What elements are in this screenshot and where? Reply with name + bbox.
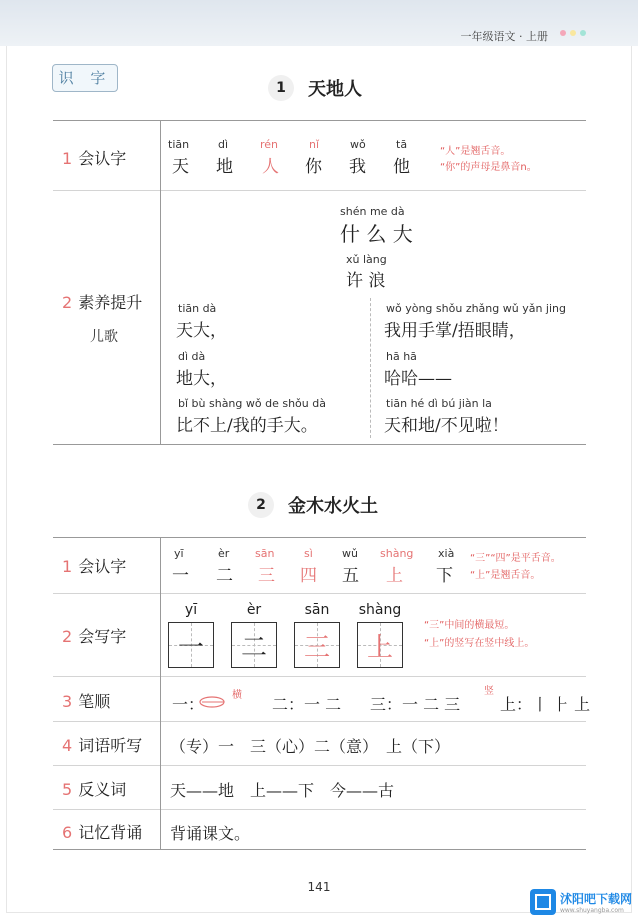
hanzi: 上: [366, 632, 393, 663]
pinyin: nǐ: [309, 138, 320, 151]
row-number: 1: [62, 557, 73, 576]
stroke-arrow-icon: [198, 690, 230, 710]
pinyin: shén me dà: [340, 205, 405, 218]
pinyin: dì: [218, 138, 229, 151]
hanzi: 五: [342, 566, 359, 586]
pinyin: rén: [260, 138, 279, 151]
pinyin: wǒ: [350, 138, 366, 151]
hanzi: 二: [240, 632, 267, 663]
antonyms: 天——地 上——下 今——古: [170, 781, 395, 800]
poem-title: 什 么 大: [340, 222, 413, 246]
row-label-text: 词语听写: [78, 736, 143, 755]
page-number: 141: [307, 880, 331, 894]
pinyin: shàng: [380, 547, 414, 560]
pinyin: yī: [184, 602, 198, 618]
dictation-words: （专）一 三（心）二（意） 上（下）: [170, 737, 451, 756]
teacher-note: “三”“四”是平舌音。: [470, 553, 561, 564]
teacher-note: “人”是翘舌音。: [440, 146, 511, 157]
table-line: [53, 809, 586, 810]
watermark-name: 沭阳吧下载网: [559, 892, 632, 906]
row-label: [62, 777, 126, 800]
tianzige-cell: [231, 622, 277, 668]
row-label: [62, 554, 126, 577]
hanzi: 三: [258, 566, 275, 586]
row-number: 4: [62, 736, 73, 755]
pinyin: xià: [438, 547, 455, 560]
stroke-note: 竖: [484, 686, 494, 697]
lesson1-title: [268, 75, 362, 101]
hanzi: 上: [386, 566, 403, 586]
row-sublabel: 儿歌: [90, 329, 118, 345]
teacher-note: “上”是翘舌音。: [470, 570, 541, 581]
row-number: 6: [62, 823, 73, 842]
pinyin: tiān: [168, 138, 190, 151]
row-number: 2: [62, 627, 73, 646]
poem-author: 许 浪: [346, 271, 386, 291]
row-number: 3: [62, 692, 73, 711]
hanzi: 人: [262, 157, 279, 177]
pinyin: èr: [218, 547, 230, 560]
recitation-task: 背诵课文。: [170, 824, 251, 843]
hanzi: 你: [305, 157, 322, 177]
row-label-text: 素养提升: [78, 293, 143, 312]
poem-line: 我用手掌/捂眼睛，: [384, 321, 526, 341]
row-label-text: 记忆背诵: [78, 823, 143, 842]
section-tag: 识 字: [52, 64, 118, 92]
table-line: [53, 849, 586, 850]
row-label: [62, 733, 142, 756]
hanzi: 三: [303, 632, 330, 663]
row-label-text: 会认字: [78, 557, 127, 576]
row-label-text: 会写字: [78, 627, 127, 646]
pinyin: shàng: [358, 602, 402, 618]
row-label-text: 反义词: [78, 780, 127, 799]
table-line: [53, 721, 586, 722]
stroke-order: 三：一 二 三: [370, 695, 461, 714]
stroke-note: 横: [232, 690, 242, 701]
pinyin: xǔ làng: [346, 253, 387, 266]
row-number: 1: [62, 149, 73, 168]
watermark-logo-icon: [530, 889, 556, 915]
lesson-number: 1: [268, 75, 294, 101]
table-line: [53, 537, 586, 538]
table-line: [53, 765, 586, 766]
pinyin: sì: [304, 547, 313, 560]
tianzige-cell: [294, 622, 340, 668]
hanzi: 四: [300, 566, 317, 586]
lesson-number: 2: [248, 492, 274, 518]
poem-line: 天和地/不见啦！: [384, 416, 509, 436]
row-label: [62, 146, 126, 169]
pinyin: tiān dà: [178, 302, 217, 315]
teacher-note: “三”中间的横最短。: [424, 620, 515, 631]
row-number: 2: [62, 293, 73, 312]
table-line: [53, 190, 586, 191]
dot-green: [580, 30, 586, 36]
hanzi: 一: [172, 566, 189, 586]
pinyin: bǐ bù shàng wǒ de shǒu dà: [178, 397, 326, 410]
pinyin: tā: [396, 138, 408, 151]
hanzi: 他: [393, 157, 410, 177]
row-label-text: 会认字: [78, 149, 127, 168]
column-divider: [370, 298, 371, 438]
table-line: [53, 593, 586, 594]
hanzi: 下: [436, 566, 453, 586]
stroke-order: 二：一 二: [272, 695, 342, 714]
row-label: [62, 290, 142, 313]
stroke-order: 一：: [172, 695, 205, 714]
dot-yellow: [570, 30, 576, 36]
teacher-note: “你”的声母是鼻音n。: [440, 162, 537, 173]
pinyin: sān: [304, 602, 330, 618]
pinyin: wǔ: [342, 547, 358, 560]
lesson-title: 天地人: [308, 79, 362, 100]
pinyin: hā hā: [386, 350, 417, 363]
poem-line: 比不上/我的手大。: [176, 416, 318, 436]
hanzi: 我: [349, 157, 366, 177]
pinyin: yī: [174, 547, 184, 560]
tianzige-cell: [357, 622, 403, 668]
poem-line: 地大，: [176, 369, 227, 389]
hanzi: 天: [172, 157, 189, 177]
pinyin: wǒ yòng shǒu zhǎng wǔ yǎn jing: [386, 302, 567, 315]
poem-line: 哈哈——: [384, 369, 452, 389]
tianzige-cell: [168, 622, 214, 668]
pinyin: èr: [246, 602, 262, 618]
watermark-url: www.shuyangba.com: [559, 907, 624, 914]
poem-line: 天大，: [176, 321, 227, 341]
row-number: 5: [62, 780, 73, 799]
stroke-order: 上：丨 ⺊ 上: [500, 695, 591, 714]
table-line: [53, 444, 586, 445]
table-line: [53, 676, 586, 677]
pinyin: tiān hé dì bú jiàn la: [386, 397, 492, 410]
dot-pink: [560, 30, 566, 36]
hanzi: 二: [216, 566, 233, 586]
pinyin: sān: [255, 547, 275, 560]
teacher-note: “上”的竖写在竖中线上。: [424, 638, 535, 649]
table-divider: [160, 537, 161, 849]
pinyin: dì dà: [178, 350, 206, 363]
lesson-title: 金木水火土: [288, 496, 378, 517]
lesson2-title: [248, 492, 378, 518]
book-title: 一年级语文 · 上册: [460, 30, 548, 43]
row-label: [62, 689, 110, 712]
row-label: [62, 820, 142, 843]
watermark: [530, 889, 632, 915]
hanzi: 地: [216, 157, 233, 177]
header-dots: [560, 30, 586, 36]
hanzi: 一: [177, 632, 204, 663]
table-line: [53, 120, 586, 121]
table-divider: [160, 120, 161, 444]
row-label: [62, 624, 126, 647]
row-label-text: 笔顺: [78, 692, 111, 711]
